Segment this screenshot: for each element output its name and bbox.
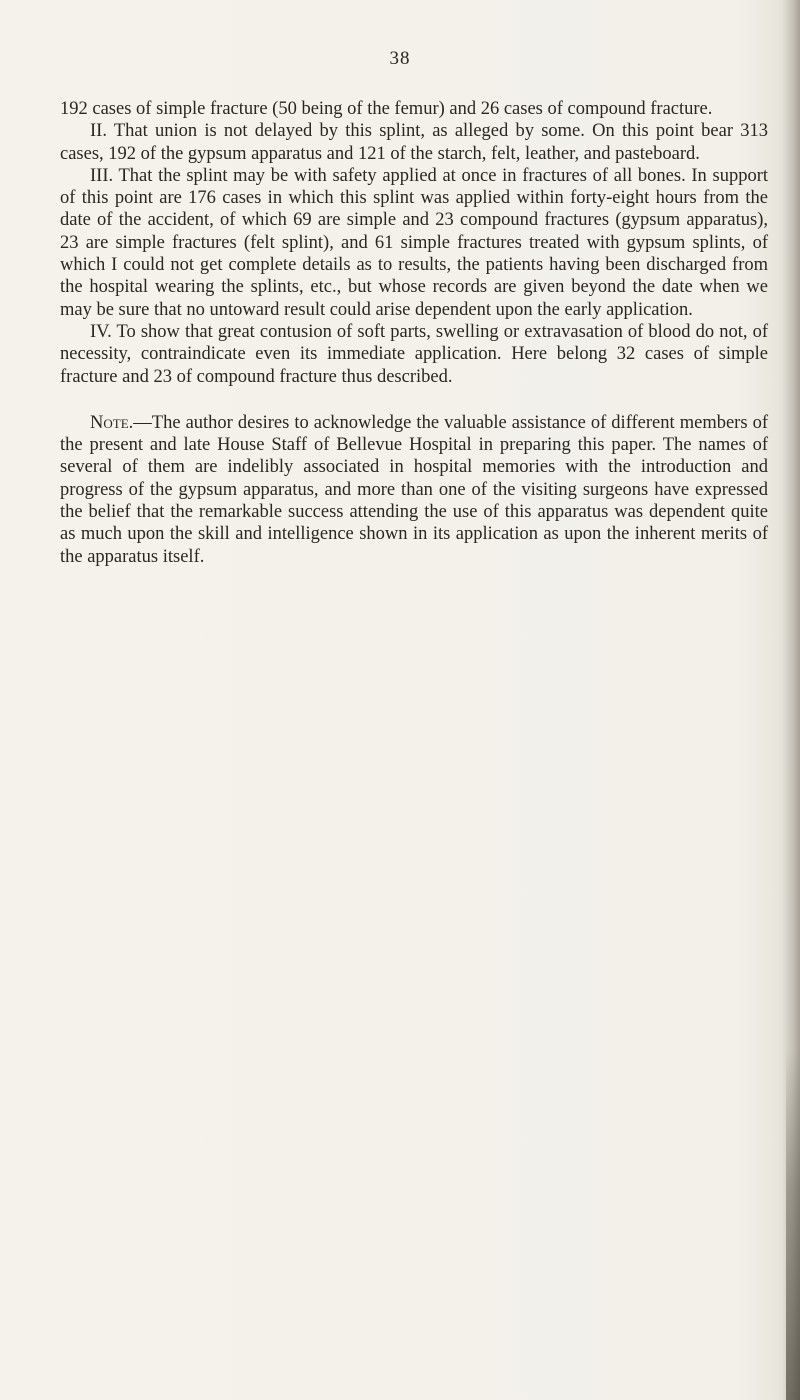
- page-edge-binding: [786, 1050, 800, 1400]
- page-number: 38: [389, 48, 411, 69]
- note-paragraph: [60, 412, 768, 568]
- paragraph-point-4: IV. To show that great contusion of soft parts, swelling or extravasation of blood do not, of necessity, contraindicate even its immediate application. Here belong 32 cases of simple fracture and 23 of compound fracture thus described.: [60, 321, 768, 387]
- note-text: —The author desires to acknowledge the valuable assistance of different members of the present and late House Staff of Bellevue Hospital in preparing this paper. The names of several of them are indelibly associated in hospital memories with the introduction and progress of the gypsum apparatus, and more than one of the visiting surgeons have expressed the belief that the remarkable success attending the use of this apparatus was dependent quite as much upon the skill and intelligence shown in its application as upon the inherent merits of the apparatus itself.: [60, 412, 768, 567]
- body-text: [60, 98, 768, 568]
- paragraph-point-3: III. That the splint may be with safety applied at once in fractures of all bones. In support of this point are 176 cases in which this splint was applied within forty-eight hours from the date of the accident, of which 69 are simple and 23 compound fractures (gypsum apparatus), 23 are simple fractures (felt splint), and 61 simple fractures treated with gypsum splints, of which I could not get complete details as to results, the patients having been discharged from the hospital wearing the splints, etc., but whose records are given beyond the date when we may be sure that no untoward result could arise dependent upon the early application.: [60, 165, 768, 320]
- note-label: Note.: [90, 412, 134, 433]
- paragraph-continuation: 192 cases of simple fracture (50 being of the femur) and 26 cases of compound fracture.: [60, 99, 713, 119]
- paragraph-point-2: II. That union is not delayed by this splint, as alleged by some. On this point bear 313 cases, 192 of the gypsum apparatus and 121 of the starch, felt, leather, and pasteboard.: [60, 121, 768, 164]
